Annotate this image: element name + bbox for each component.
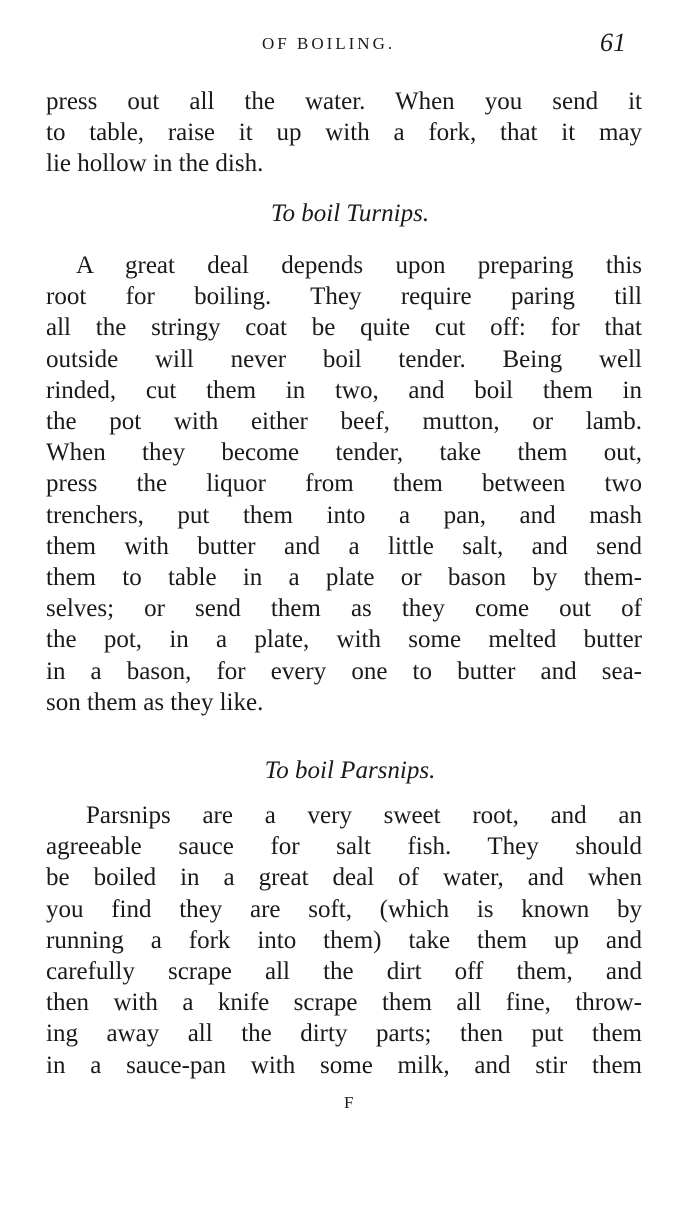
text-line: A great deal depends upon preparing this [76,252,642,279]
text-line: trenchers, put them into a pan, and mash [46,501,642,529]
text-line: root for boiling. They require paring till [46,283,642,311]
text-line: you find they are soft, (which is known by [46,895,642,923]
text-line: carefully scrape all the dirt off them, and [46,958,642,986]
section-heading-parsnips: To boil Parsnips. [264,757,436,784]
text-line: to table, raise it up with a fork, that it may [46,119,642,147]
text-line: in a bason, for every one to butter and sea- [46,657,642,685]
text-line: When they become tender, take them out, [46,439,642,467]
text-line: outside will never boil tender. Being well [46,345,642,373]
text-line: the pot with either beef, mutton, or lamb. [46,408,642,436]
paragraph-turnips [46,250,642,718]
text-line: the pot, in a plate, with some melted butter [46,626,642,654]
signature-mark: F [344,1093,354,1112]
text-line: selves; or send them as they come out of [46,595,642,623]
text-line: agreeable sauce for salt fish. They should [46,833,642,861]
running-head: OF BOILING. [262,34,396,53]
text-line: them with butter and a little salt, and send [46,532,642,560]
page-header [0,28,700,68]
text-line: press the liquor from them between two [46,470,642,498]
text-line: in a sauce-pan with some milk, and stir them [46,1051,642,1079]
text-line: ing away all the dirty parts; then put them [46,1020,642,1048]
text-line: rinded, cut them in two, and boil them in [46,376,642,404]
text-line: son them as they like. [46,688,264,716]
text-line: then with a knife scrape them all fine, throw- [46,989,642,1017]
paragraph-parsnips [46,800,642,1081]
section-heading-turnips: To boil Turnips. [270,200,430,227]
page-number: 61 [600,28,626,57]
text-line: press out all the water. When you send it [46,88,642,115]
text-line: lie hollow in the dish. [46,150,264,178]
text-line: be boiled in a great deal of water, and when [46,864,642,892]
text-line: all the stringy coat be quite cut off: for that [46,314,642,342]
text-line: running a fork into them) take them up and [46,926,642,954]
text-line: Parsnips are a very sweet root, and an [86,802,642,829]
text-line: them to table in a plate or bason by them- [46,564,642,592]
continuation-paragraph [46,86,642,180]
